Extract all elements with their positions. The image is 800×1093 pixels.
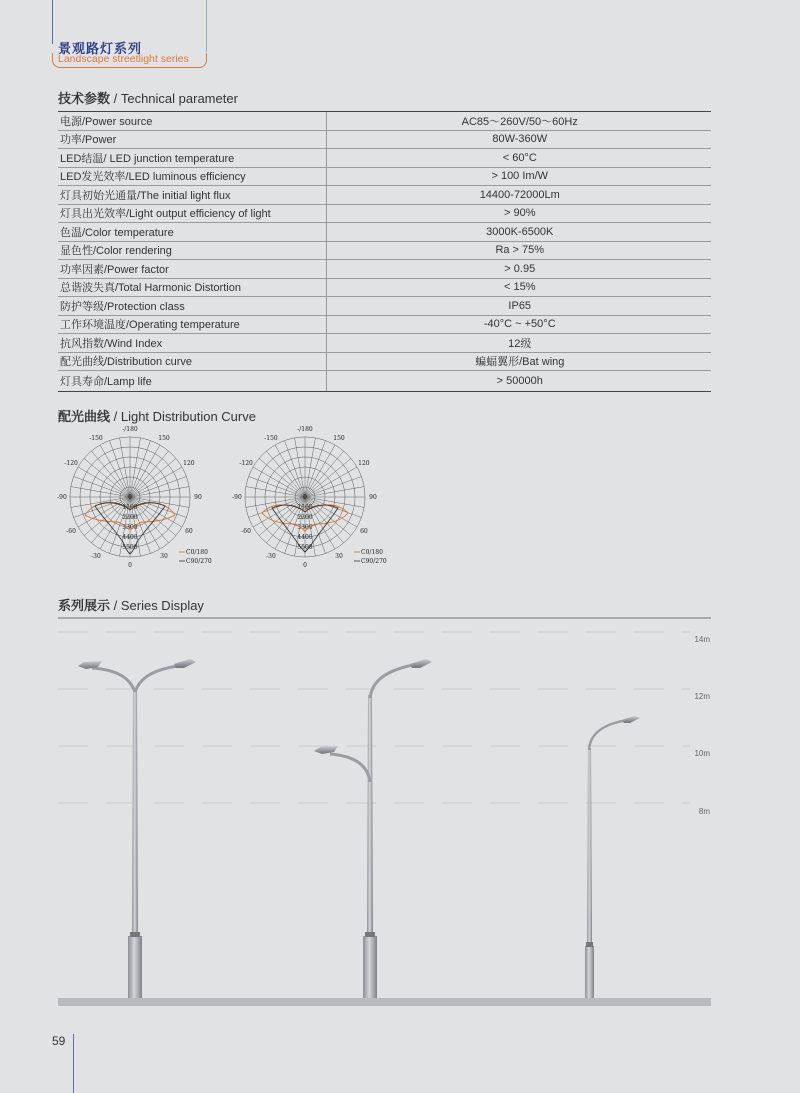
param-cell: 显色性/Color rendering [58, 241, 326, 260]
ring-label: 3300 [297, 524, 313, 531]
param-cell: 工作环境温度/Operating temperature [58, 315, 326, 334]
ring-label: 4400 [122, 534, 138, 541]
angle-label: 60 [185, 528, 193, 535]
table-row [58, 334, 711, 353]
ring-label: 1100 [297, 504, 313, 511]
table-row [58, 260, 711, 279]
table-row [58, 112, 711, 131]
pole-base [128, 936, 142, 998]
lamp-arm-lower [330, 754, 370, 782]
series-scene [0, 620, 800, 1015]
curve-title-en: / Light Distribution Curve [110, 409, 256, 424]
value-cell: 蝙蝠翼形/Bat wing [326, 352, 711, 371]
table-row [58, 371, 711, 392]
legend-c0: C0/180 [186, 549, 208, 556]
angle-label: -/180 [122, 426, 138, 433]
value-cell: 3000K-6500K [326, 223, 711, 242]
value-cell: < 15% [326, 278, 711, 297]
table-row [58, 186, 711, 205]
page-number: 59 [52, 1034, 66, 1048]
curve-section-title [58, 406, 256, 425]
param-cell: 色温/Color temperature [58, 223, 326, 242]
streetlight-double-arm-2 [314, 659, 432, 998]
polar-chart-2 [230, 426, 405, 570]
series-title-en: / Series Display [110, 598, 204, 613]
table-row [58, 130, 711, 149]
legend-c0: C0/180 [361, 549, 383, 556]
pole-base [585, 946, 594, 998]
ring-label: 2200 [122, 514, 138, 521]
table-row [58, 241, 711, 260]
polar-chart-1 [55, 426, 230, 570]
angle-label: -30 [91, 552, 101, 560]
pole-shaft [587, 748, 592, 942]
value-cell: < 60°C [326, 149, 711, 168]
series-title-zh: 系列展示 [58, 598, 111, 613]
ring-label: 3300 [122, 524, 138, 531]
angle-label: -60 [241, 528, 251, 535]
angle-label: -60 [66, 528, 76, 535]
value-cell: > 100 Im/W [326, 167, 711, 186]
angle-label: 30 [160, 552, 168, 560]
lamp-arm-right [135, 666, 178, 692]
height-label-8m: 8m [698, 807, 710, 816]
angle-label: -90 [232, 494, 242, 501]
param-cell: 灯具初始光通量/The initial light flux [58, 186, 326, 205]
tech-title-zh: 技术参数 [58, 91, 111, 106]
value-cell: -40°C ~ +50°C [326, 315, 711, 334]
footer-rule [73, 1034, 74, 1093]
table-row [58, 315, 711, 334]
series-top-rule [58, 617, 711, 619]
tech-section-title [58, 88, 238, 107]
legend-c90: C90/270 [186, 558, 212, 565]
tech-title-en: / Technical parameter [110, 91, 238, 106]
header-right-rule [206, 0, 207, 52]
table-row [58, 149, 711, 168]
angle-label: 0 [128, 562, 132, 569]
table-row [58, 167, 711, 186]
ring-label: 2200 [297, 514, 313, 521]
ring-label: 5500 [297, 544, 313, 551]
angle-label: 120 [183, 460, 195, 467]
angle-label: 0 [303, 562, 307, 569]
ring-label: 1100 [122, 504, 138, 511]
angle-label: 120 [358, 460, 370, 467]
value-cell: 14400-72000Lm [326, 186, 711, 205]
pole-collar [586, 942, 593, 947]
header-left-rule [52, 0, 53, 44]
param-cell: 功率因素/Power factor [58, 260, 326, 279]
value-cell: > 0.95 [326, 260, 711, 279]
lamp-head-upper [410, 659, 432, 668]
table-row [58, 297, 711, 316]
pole-collar [365, 932, 375, 937]
pole-shaft [367, 695, 373, 932]
height-label-12m: 12m [694, 692, 710, 701]
table-row [58, 278, 711, 297]
ring-label: 0 [303, 494, 307, 501]
param-cell: 功率/Power [58, 130, 326, 149]
legend-c90: C90/270 [361, 558, 387, 565]
value-cell: AC85～260V/50～60Hz [326, 112, 711, 131]
lamp-head-right [174, 659, 196, 668]
value-cell: IP65 [326, 297, 711, 316]
streetlight-double-arm-1 [78, 659, 196, 998]
angle-label: -150 [89, 435, 103, 443]
header-title-zh: 景观路灯系列 [58, 41, 143, 56]
param-cell: LED结温/ LED junction temperature [58, 149, 326, 168]
ground [58, 998, 711, 1006]
height-label-14m: 14m [694, 635, 710, 644]
table-row [58, 223, 711, 242]
height-gridlines [58, 632, 690, 803]
angle-label: -/180 [297, 426, 313, 433]
spec-table [58, 111, 711, 392]
param-cell: 灯具出光效率/Light output efficiency of light [58, 204, 326, 223]
param-cell: 总谐波失真/Total Harmonic Distortion [58, 278, 326, 297]
angle-label: 60 [360, 528, 368, 535]
ring-label: 5500 [122, 544, 138, 551]
angle-label: -30 [266, 552, 276, 560]
pole-shaft [132, 690, 138, 932]
height-label-10m: 10m [694, 749, 710, 758]
header-title-en: Landscape streetlight series [58, 53, 189, 65]
param-cell: 配光曲线/Distribution curve [58, 352, 326, 371]
streetlight-single-arm [585, 716, 640, 998]
value-cell: 12级 [326, 334, 711, 353]
lamp-head-lower [314, 746, 338, 754]
param-cell: 防护等级/Protection class [58, 297, 326, 316]
param-cell: 灯具寿命/Lamp life [58, 371, 326, 392]
table-row [58, 204, 711, 223]
angle-label: -150 [264, 435, 278, 443]
param-cell: 抗风指数/Wind Index [58, 334, 326, 353]
value-cell: > 50000h [326, 371, 711, 392]
angle-label: 90 [194, 494, 202, 501]
curve-title-zh: 配光曲线 [58, 409, 111, 424]
table-row [58, 352, 711, 371]
lamp-arm-upper [370, 664, 418, 698]
pole-base [363, 936, 377, 998]
angle-label: -120 [239, 460, 253, 467]
series-section-title [58, 595, 204, 614]
lamp-arm-left [92, 668, 135, 692]
angle-label: 150 [333, 435, 345, 443]
value-cell: 80W-360W [326, 130, 711, 149]
value-cell: > 90% [326, 204, 711, 223]
lamp-head [622, 716, 640, 723]
angle-label: 90 [369, 494, 377, 501]
value-cell: Ra > 75% [326, 241, 711, 260]
angle-label: -90 [57, 494, 67, 501]
param-cell: 电源/Power source [58, 112, 326, 131]
angle-label: 30 [335, 552, 343, 560]
angle-label: 150 [158, 435, 170, 443]
ring-label: 4400 [297, 534, 313, 541]
angle-label: -120 [64, 460, 78, 467]
pole-collar [130, 932, 140, 937]
param-cell: LED发光效率/LED luminous efficiency [58, 167, 326, 186]
ring-label: 0 [128, 494, 132, 501]
